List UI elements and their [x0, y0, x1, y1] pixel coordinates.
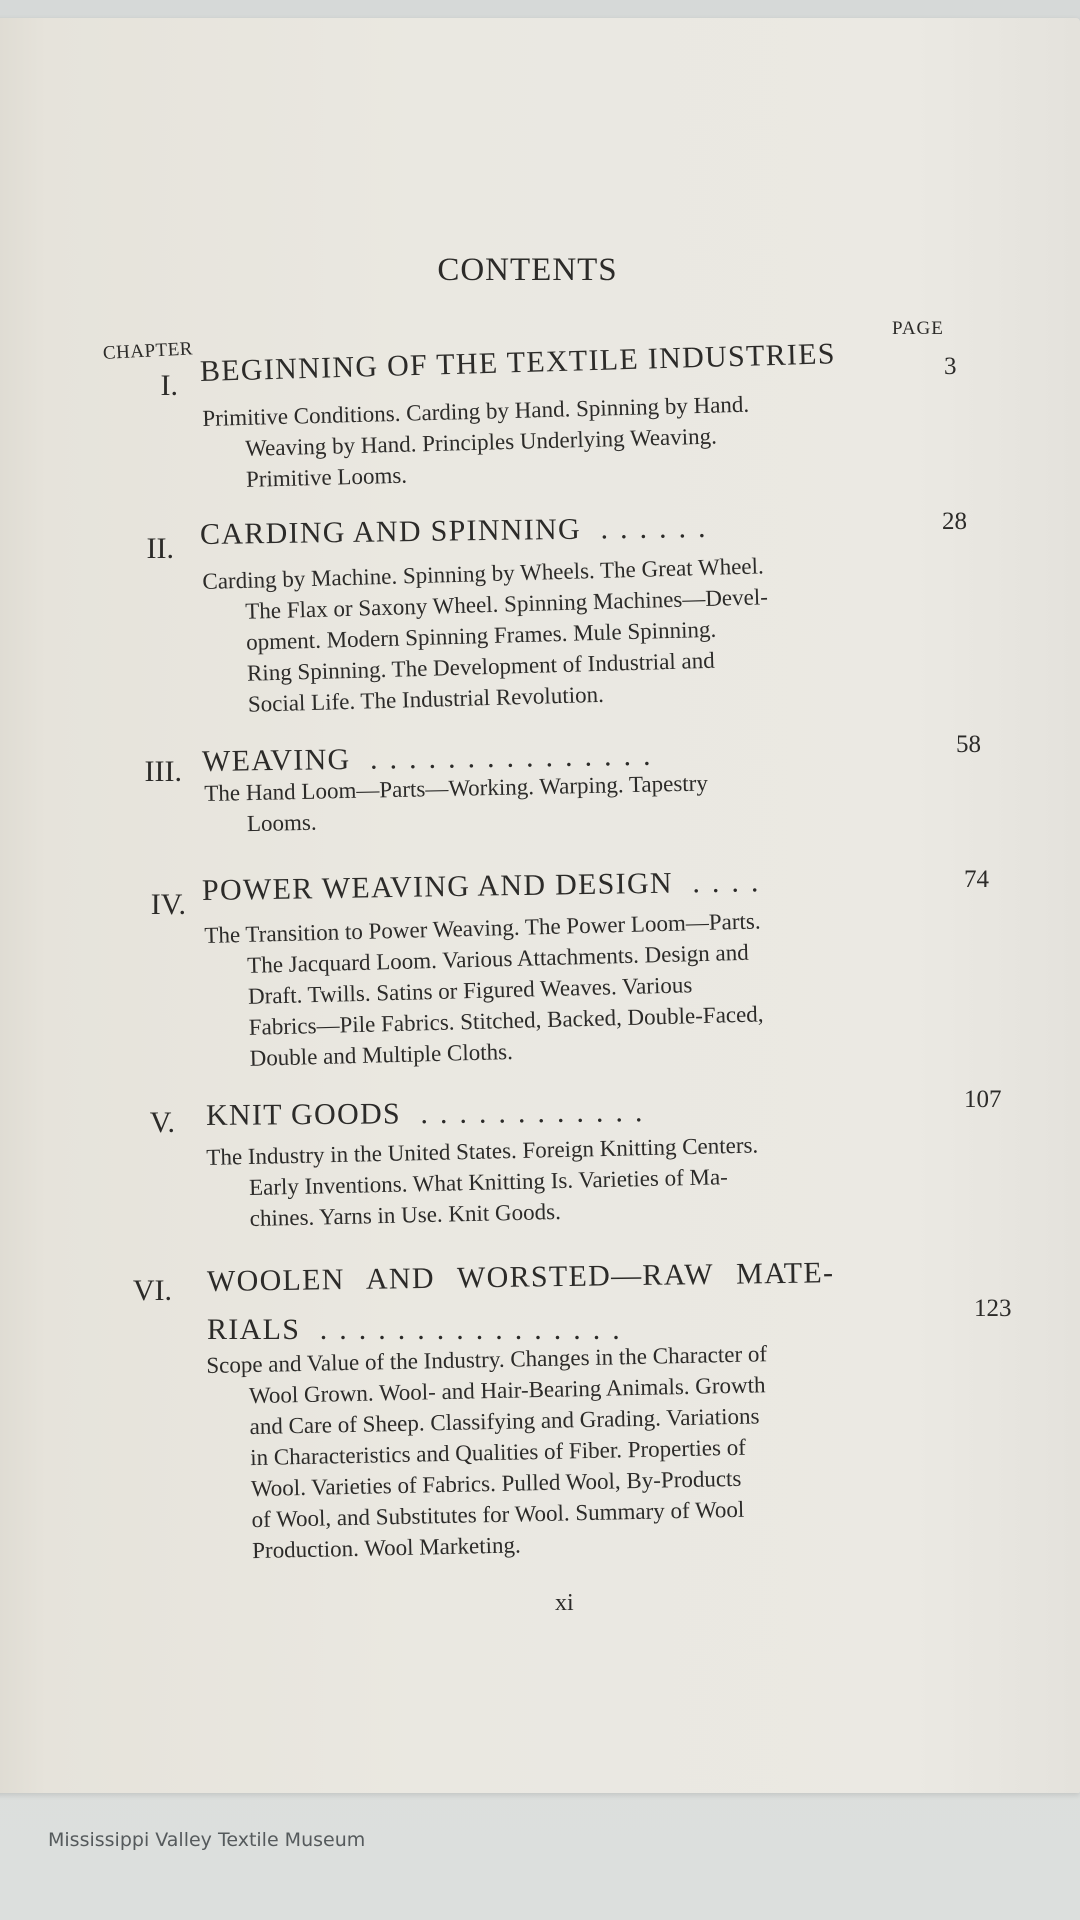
leader-dots: ................ — [300, 1313, 632, 1346]
description-line: in Characteristics and Qualities of Fiber. Properties of — [250, 1434, 747, 1471]
chapter-heading-text: CARDING AND SPINNING — [199, 512, 582, 551]
description-line: The Industry in the United States. Foreign Knitting Centers. — [206, 1132, 759, 1170]
description-line: Ring Spinning. The Development of Industrial and — [246, 647, 716, 686]
chapter-page-number: 74 — [964, 866, 989, 893]
chapter-heading-text: POWER WEAVING AND DESIGN — [201, 866, 674, 907]
chapter-description — [206, 1129, 760, 1234]
description-line: Social Life. The Industrial Revolution. — [247, 681, 605, 717]
description-line: of Wool, and Substitutes for Wool. Summary of Wool — [251, 1496, 745, 1533]
description-line: The Jacquard Loom. Various Attachments. Design and — [246, 939, 749, 978]
chapter-column-label: CHAPTER — [102, 338, 194, 364]
leader-dots: ............... — [350, 738, 663, 776]
chapter-heading — [200, 511, 718, 552]
leader-dots: ............ — [400, 1095, 655, 1131]
chapter-page-number: 123 — [974, 1295, 1012, 1322]
description-line: Primitive Conditions. Carding by Hand. Spinning by Hand. — [202, 391, 750, 431]
chapter-page-number: 58 — [956, 731, 981, 758]
museum-credit: Mississippi Valley Textile Museum — [48, 1829, 366, 1851]
chapter-heading — [202, 865, 771, 908]
chapter-description — [202, 389, 751, 496]
description-line: Double and Multiple Cloths. — [249, 1038, 514, 1071]
chapter-page-number: 3 — [944, 353, 957, 380]
chapter-heading — [206, 1095, 655, 1133]
description-line: The Flax or Saxony Wheel. Spinning Machines—Devel- — [244, 584, 769, 624]
description-line: Primitive Looms. — [245, 462, 408, 492]
chapter-heading-text: RIALS — [207, 1313, 301, 1346]
description-line: Production. Wool Marketing. — [251, 1532, 522, 1564]
description-line: Early Inventions. What Knitting Is. Varieties of Ma- — [248, 1164, 729, 1201]
page-folio: xi — [555, 1590, 574, 1616]
description-line: Looms. — [246, 809, 317, 837]
description-line: The Transition to Power Weaving. The Power Loom—Parts. — [204, 908, 761, 948]
description-line: Scope and Value of the Industry. Changes in the Character of — [206, 1341, 768, 1378]
chapter-numeral: VI. — [132, 1274, 172, 1307]
contents-title: CONTENTS — [437, 252, 618, 288]
chapter-description — [204, 767, 709, 840]
description-line: Fabrics—Pile Fabrics. Stitched, Backed, Double-Faced, — [248, 1001, 764, 1040]
description-line: Weaving by Hand. Principles Underlying Weaving. — [244, 423, 718, 461]
chapter-description — [204, 905, 765, 1075]
chapter-numeral: III. — [144, 755, 182, 788]
chapter-page-number: 28 — [942, 508, 967, 535]
page-column-label: PAGE — [892, 318, 944, 339]
description-line: The Hand Loom—Parts—Working. Warping. Tapestry — [204, 770, 709, 806]
description-line: opment. Modern Spinning Frames. Mule Spinning. — [245, 616, 717, 655]
description-line: Draft. Twills. Satins or Figured Weaves. Various — [247, 972, 693, 1009]
chapter-numeral: I. — [160, 369, 178, 402]
description-line: chines. Yarns in Use. Knit Goods. — [249, 1198, 562, 1232]
leader-dots: .... — [672, 865, 771, 900]
chapter-numeral: IV. — [150, 888, 186, 921]
description-line: Wool. Varieties of Fabrics. Pulled Wool, By-Products — [250, 1465, 742, 1502]
chapter-numeral: V. — [149, 1106, 175, 1139]
chapter-heading: WOOLEN AND WORSTED—RAW MATE- — [206, 1256, 835, 1298]
description-line: and Care of Sheep. Classifying and Grading. Variations — [249, 1403, 760, 1440]
chapter-description — [202, 550, 771, 721]
chapter-heading: BEGINNING OF THE TEXTILE INDUSTRIES — [199, 337, 837, 388]
chapter-page-number: 107 — [964, 1086, 1002, 1113]
chapter-numeral: II. — [146, 532, 174, 565]
chapter-heading-text: KNIT GOODS — [205, 1097, 402, 1132]
chapter-heading-text: WEAVING — [201, 742, 351, 778]
leader-dots: ...... — [580, 510, 718, 546]
description-line: Carding by Machine. Spinning by Wheels. The Great Wheel. — [202, 553, 765, 594]
chapter-description — [206, 1338, 771, 1567]
description-line: Wool Grown. Wool- and Hair-Bearing Animals. Growth — [248, 1372, 766, 1409]
